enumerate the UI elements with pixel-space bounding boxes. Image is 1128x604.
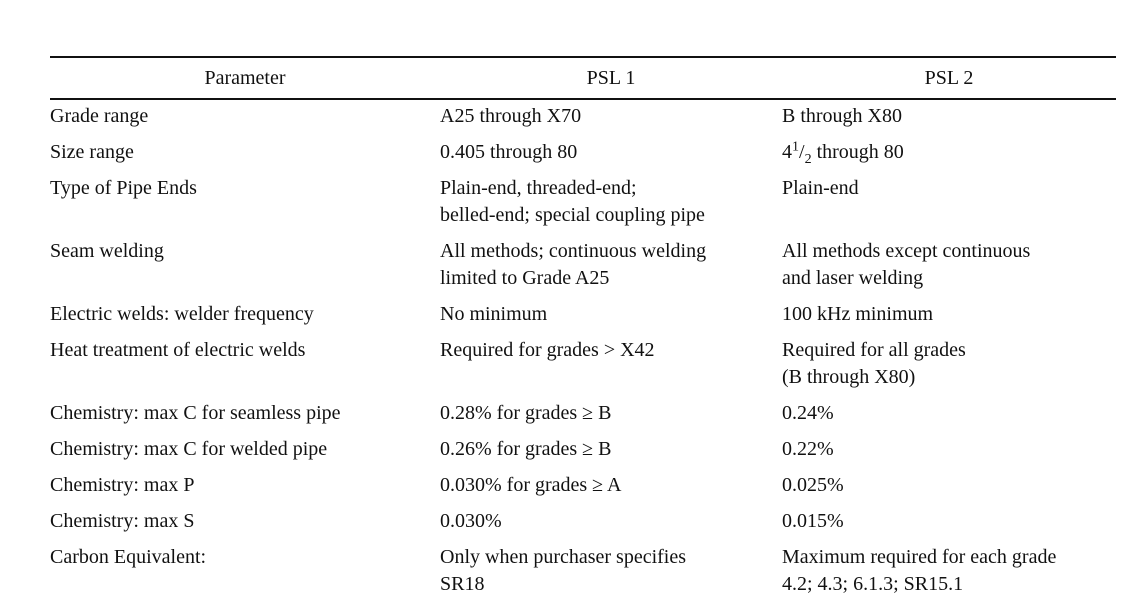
cell-line: Required for all grades	[782, 339, 966, 361]
table-body	[50, 99, 1116, 604]
cell-line: 0.26% for grades ≥ B	[440, 438, 612, 460]
cell-line: belled-end; special coupling pipe	[440, 204, 705, 226]
table-row	[50, 541, 1116, 604]
psl-comparison-table	[50, 56, 1116, 604]
cell-psl2	[782, 235, 1116, 298]
cell-parameter: Chemistry: max C for welded pipe	[50, 438, 328, 460]
cell-psl2	[782, 334, 1116, 397]
cell-psl1	[440, 99, 782, 136]
fraction-denominator: 2	[804, 152, 812, 167]
cell-line: 0.28% for grades ≥ B	[440, 402, 612, 424]
cell-psl2: $4^1/_2$ through 80	[782, 139, 904, 167]
cell-line: No minimum	[440, 303, 548, 325]
cell-psl2	[782, 469, 1116, 505]
cell-parameter: Seam welding	[50, 240, 164, 262]
cell-line: SR18	[440, 573, 485, 595]
cell-line: (B through X80)	[782, 366, 916, 388]
cell-psl2	[782, 99, 1116, 136]
cell-parameter: Size range	[50, 141, 134, 163]
table-row	[50, 298, 1116, 334]
cell-line: 100 kHz minimum	[782, 303, 934, 325]
cell-psl1	[440, 334, 782, 397]
cell-psl2	[782, 172, 1116, 235]
cell-line: 4.2; 4.3; 6.1.3; SR15.1	[782, 573, 964, 595]
cell-line: 0.030%	[440, 510, 502, 532]
header-psl2: PSL 2	[782, 57, 1116, 99]
fraction-whole: 4	[782, 141, 792, 163]
cell-line: All methods except continuous	[782, 240, 1031, 262]
cell-parameter: Chemistry: max S	[50, 510, 195, 532]
cell-line: All methods; continuous welding	[440, 240, 707, 262]
cell-parameter: Type of Pipe Ends	[50, 177, 197, 199]
cell-line: Maximum required for each grade	[782, 546, 1057, 568]
cell-line: 0.015%	[782, 510, 844, 532]
cell-psl2	[782, 541, 1116, 604]
header-row	[50, 57, 1116, 99]
cell-line: and laser welding	[782, 267, 924, 289]
cell-psl1	[440, 541, 782, 604]
cell-line: limited to Grade A25	[440, 267, 610, 289]
cell-line: 0.405 through 80	[440, 141, 578, 163]
table-row	[50, 469, 1116, 505]
cell-psl2	[782, 298, 1116, 334]
table-row	[50, 433, 1116, 469]
cell-psl2	[782, 397, 1116, 433]
cell-parameter: Chemistry: max C for seamless pipe	[50, 402, 341, 424]
cell-psl1	[440, 397, 782, 433]
cell-line: 0.22%	[782, 438, 834, 460]
cell-line: B through X80	[782, 105, 902, 127]
cell-line: 0.030% for grades ≥ A	[440, 474, 622, 496]
comparison-table-container	[50, 56, 1116, 604]
cell-psl1	[440, 172, 782, 235]
cell-line: Only when purchaser specifies	[440, 546, 687, 568]
cell-psl2	[782, 505, 1116, 541]
cell-line: 0.025%	[782, 474, 844, 496]
table-row	[50, 505, 1116, 541]
table-row	[50, 334, 1116, 397]
table-row	[50, 99, 1116, 136]
table-row	[50, 136, 1116, 172]
cell-line: 0.24%	[782, 402, 834, 424]
cell-psl2	[782, 433, 1116, 469]
cell-psl1	[440, 433, 782, 469]
table-row	[50, 397, 1116, 433]
table-header	[50, 57, 1116, 99]
cell-parameter: Carbon Equivalent:	[50, 546, 207, 568]
cell-psl1	[440, 469, 782, 505]
cell-parameter: Electric welds: welder frequency	[50, 303, 314, 325]
cell-line: Plain-end	[782, 177, 859, 199]
cell-line: A25 through X70	[440, 105, 582, 127]
cell-line: Plain-end, threaded-end;	[440, 177, 637, 199]
cell-line: through 80	[811, 141, 904, 163]
header-parameter: Parameter	[50, 57, 440, 99]
cell-line: Required for grades > X42	[440, 339, 655, 361]
cell-psl1	[440, 136, 782, 172]
table-row	[50, 235, 1116, 298]
cell-psl1	[440, 235, 782, 298]
cell-psl1	[440, 298, 782, 334]
table-row	[50, 172, 1116, 235]
cell-parameter: Grade range	[50, 105, 149, 127]
cell-psl1	[440, 505, 782, 541]
cell-parameter: Heat treatment of electric welds	[50, 339, 306, 361]
header-psl1: PSL 1	[440, 57, 782, 99]
fraction-numerator: 1	[792, 139, 799, 155]
cell-parameter: Chemistry: max P	[50, 474, 195, 496]
